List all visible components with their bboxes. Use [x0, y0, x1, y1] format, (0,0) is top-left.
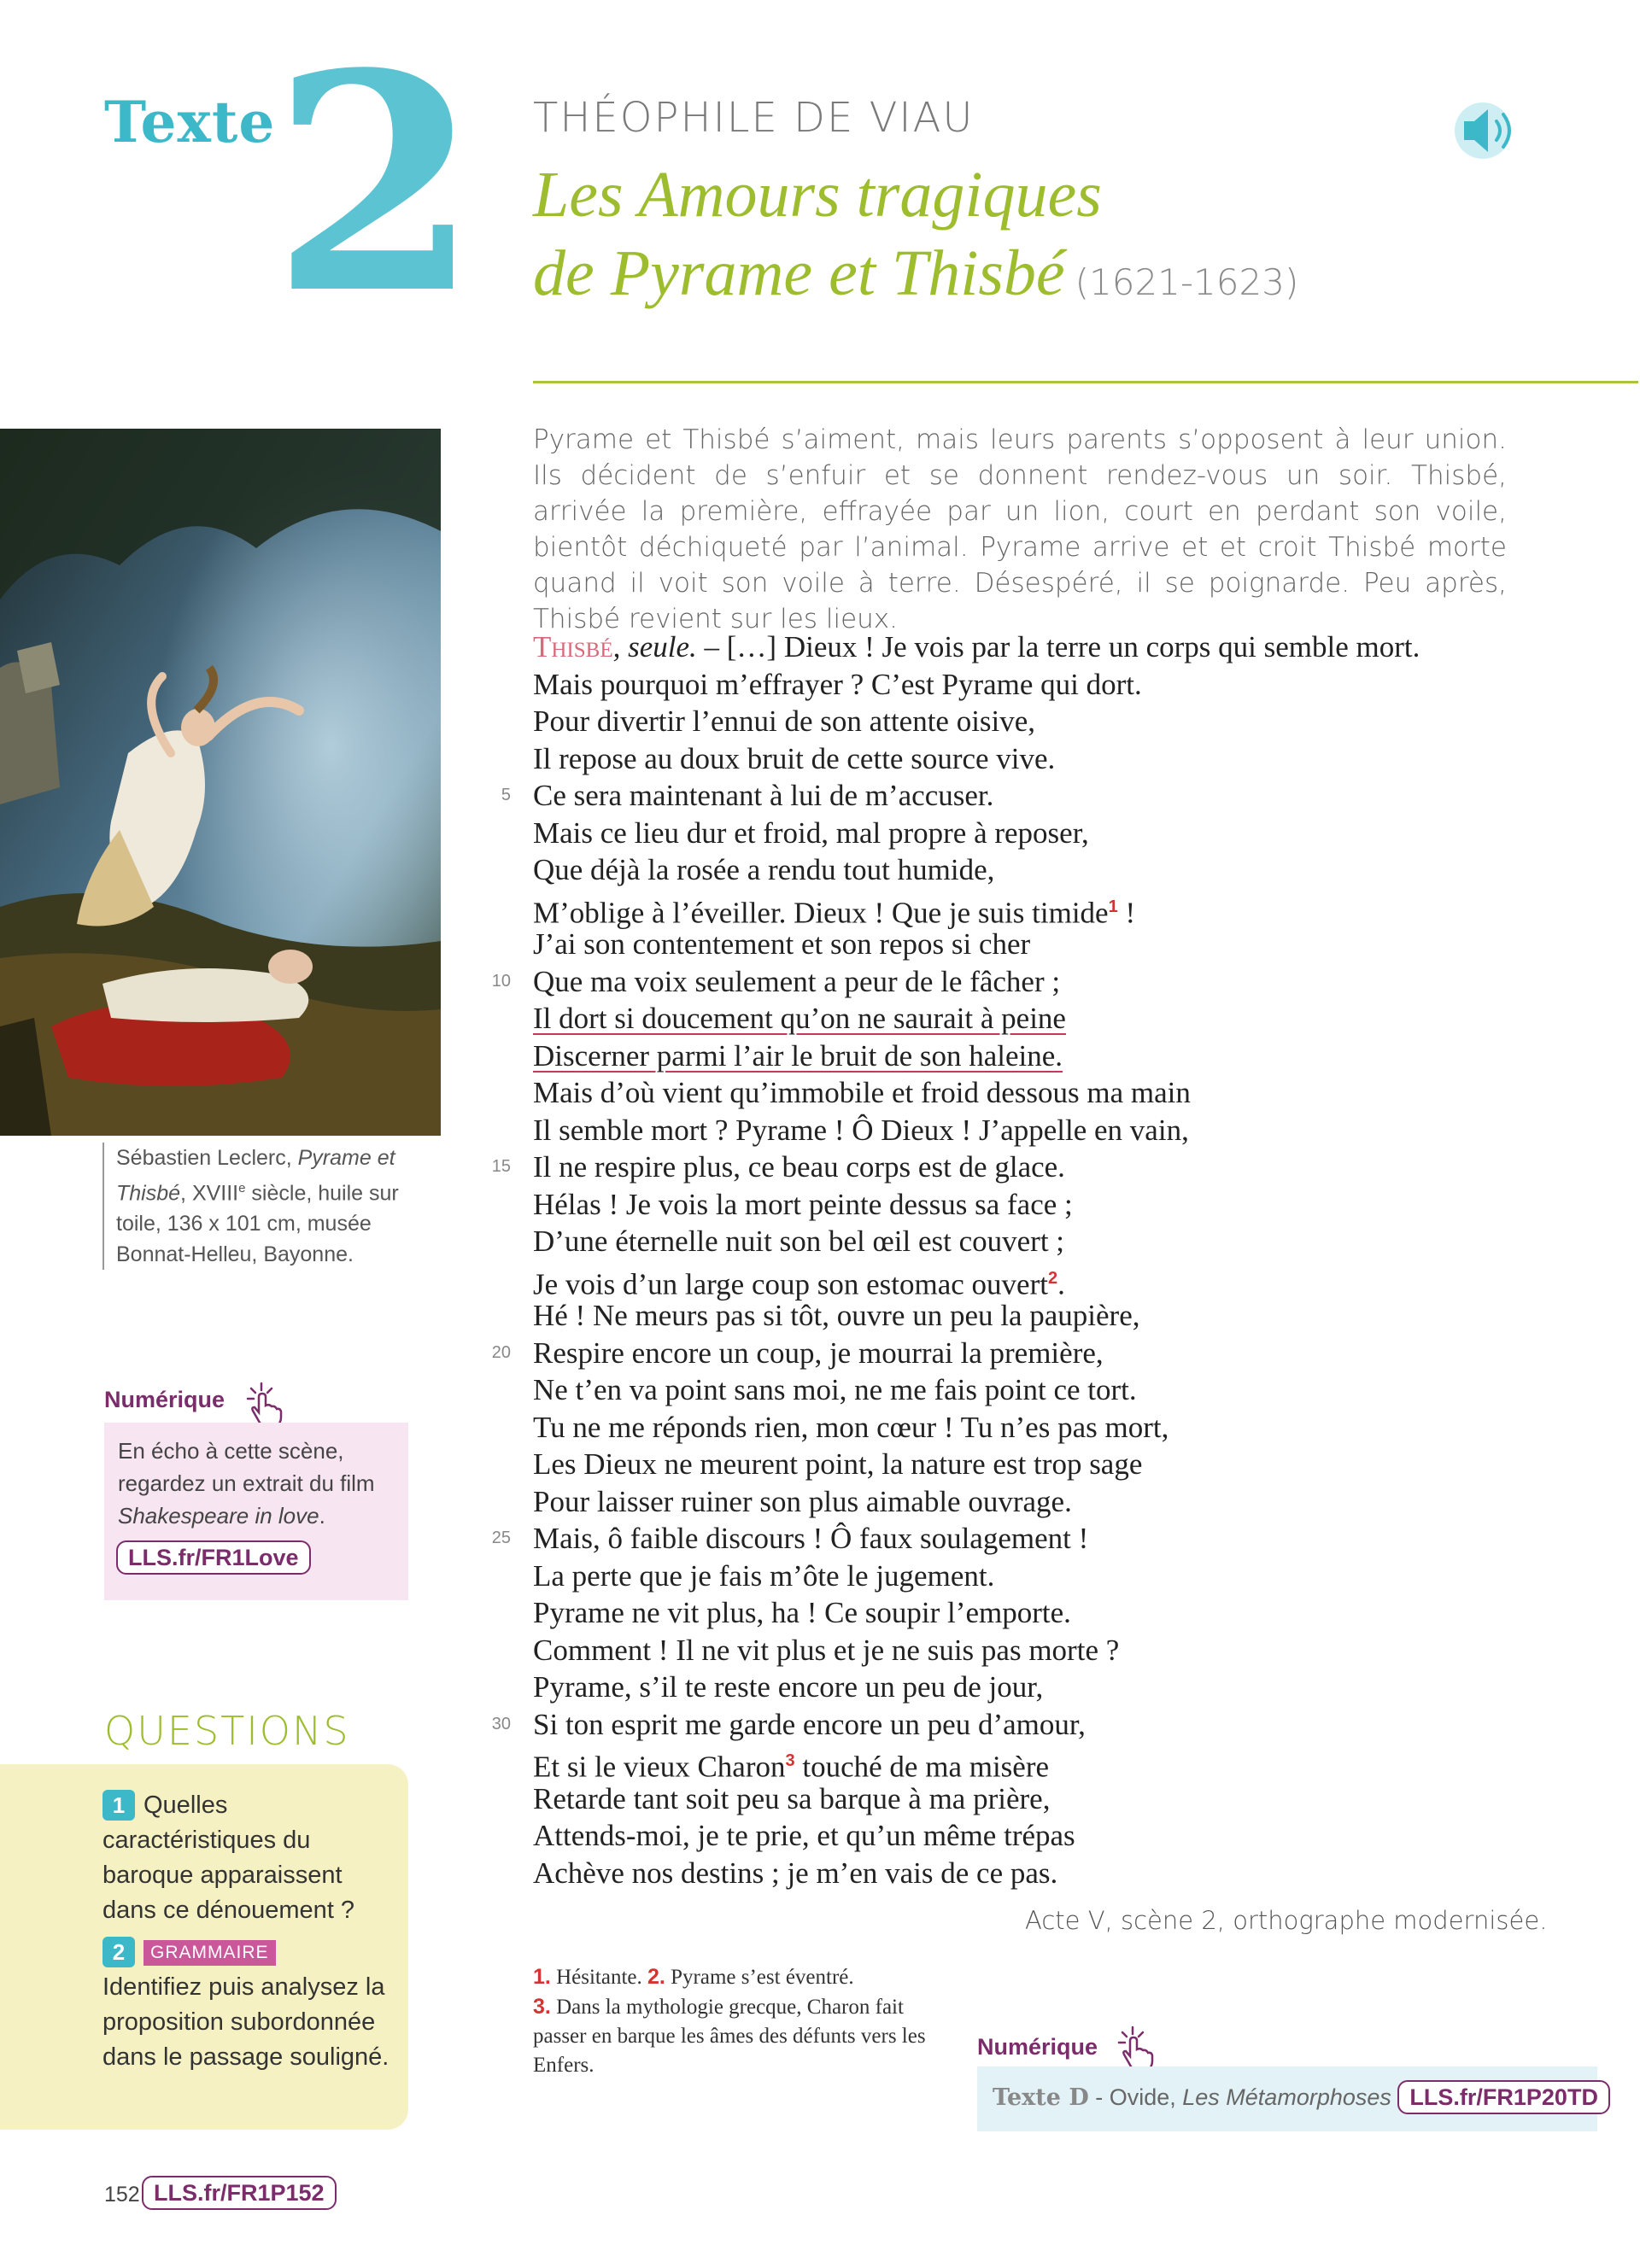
question-number: 1: [102, 1790, 135, 1821]
page-number: 152: [104, 2183, 140, 2207]
poem-line-underlined: Il dort si doucement qu’on ne saurait à peine: [533, 1002, 1066, 1035]
poem-line: Il semble mort ? Pyrame ! Ô Dieux ! J’appelle en vain,: [533, 1113, 1189, 1147]
poem-line: Hé ! Ne meurs pas si tôt, ouvre un peu la paupière,: [533, 1299, 1140, 1332]
intro-summary: Pyrame et Thisbé s’aiment, mais leurs parents s’opposent à leur union. Ils décident de s’enfuir et se donnent rendez-vous un soir. Thisbé, arrivée la première, effrayée par un lion, court en perdant son voile, bientôt déchiqueté par l’animal. Pyrame arrive et et croit Thisbé morte quand il voit son voile à terre. Désespéré, il se poignarde. Peu après, Thisbé revient sur les lieux.: [533, 424, 1507, 634]
questions-list: [102, 1788, 401, 2075]
footnote-ref[interactable]: 2: [1047, 1268, 1058, 1288]
poem-line: D’une éternelle nuit son bel œil est couvert ;: [533, 1225, 1065, 1258]
poem-line: Thisbé, seule. – […] Dieux ! Je vois par la terre un corps qui semble mort.: [533, 630, 1420, 663]
poem-line: Pour laisser ruiner son plus aimable ouvrage.: [533, 1484, 1072, 1518]
footnote-ref[interactable]: 3: [785, 1751, 795, 1770]
poem-line: 20 Respire encore un coup, je mourrai la première,: [533, 1335, 1541, 1372]
poem-line: J’ai son contentement et son repos si cher: [533, 927, 1031, 961]
numerique-label: Numérique: [104, 1387, 226, 1412]
questions-heading: QUESTIONS: [104, 1708, 350, 1754]
poem-line: Pyrame, s’il te reste encore un peu de jour,: [533, 1670, 1044, 1704]
poem-line: Mais d’où vient qu’immobile et froid dessous ma main: [533, 1076, 1191, 1109]
line-number: 20: [491, 1342, 511, 1362]
numerique-text: En écho à cette scène, regardez un extrait du film Shakespeare in love.: [118, 1438, 375, 1529]
stage-direction: , seule.: [612, 630, 697, 663]
poem-line: Tu ne me réponds rien, mon cœur ! Tu n’es pas mort,: [533, 1410, 1169, 1444]
line-number: 15: [491, 1157, 511, 1176]
question-1: 1 Quelles caractéristiques du baroque apparaissent dans ce dénouement ?: [102, 1792, 355, 1924]
speaker-name: Thisbé: [533, 630, 613, 663]
line-number: 5: [501, 786, 511, 804]
poem-line: Mais ce lieu dur et froid, mal propre à reposer,: [533, 815, 1089, 850]
poem-line: Que déjà la rosée a rendu tout humide,: [533, 853, 995, 886]
painting-caption: Sébastien Leclerc, Pyrame et Thisbé, XVIIIe siècle, huile sur toile, 136 x 101 cm, musée Bonnat-Helleu, Bayonne.: [102, 1143, 424, 1270]
poem-line: Attends-moi, je te prie, et qu’un même trépas: [533, 1819, 1075, 1852]
poem-line: Achève nos destins ; je m’en vais de ce pas.: [533, 1856, 1058, 1890]
poem-line: Mais pourquoi m’effrayer ? C’est Pyrame qui dort.: [533, 667, 1142, 701]
poem-line: 10 Que ma voix seulement a peur de le fâcher ;: [533, 963, 1541, 1001]
header-divider: [533, 381, 1638, 383]
audio-speaker-icon[interactable]: [1452, 101, 1524, 161]
footnote-ref[interactable]: 1: [1108, 897, 1118, 916]
footnotes: 1. Hésitante. 2. Pyrame s’est éventré. 3. Dans la mythologie grecque, Charon fait passer en barque les âmes des défunts vers les Enfers.: [533, 1965, 926, 2077]
poem-line: La perte que je fais m’ôte le jugement.: [533, 1558, 995, 1593]
source-reference: Acte V, scène 2, orthographe modernisée.: [1025, 1906, 1548, 1935]
grammaire-tag: GRAMMAIRE: [144, 1940, 276, 1966]
text-number: 2: [272, 8, 480, 359]
work-title-line1: Les Amours tragiques: [533, 159, 1102, 231]
numerique-text: Texte D - Ovide, Les Métamorphoses LLS.fr/FR1P20TD: [993, 2078, 1610, 2117]
page-link[interactable]: LLS.fr/FR1P152: [142, 2176, 337, 2210]
question-number: 2: [102, 1937, 135, 1967]
painting-image: [0, 429, 441, 1136]
author-name: THÉOPHILE DE VIAU: [533, 94, 975, 142]
line-number: 10: [491, 971, 511, 991]
numerique-label: Numérique: [977, 2034, 1098, 2060]
poem-line: Et si le vieux Charon$^3$ touché de ma misère: [533, 1750, 1050, 1784]
poem-line: Comment ! Il ne vit plus et je ne suis pas morte ?: [533, 1633, 1120, 1667]
poem-text: [491, 628, 1541, 1891]
poem-line: Pour divertir l’ennui de son attente oisive,: [533, 704, 1036, 738]
question-2: 2 GRAMMAIRE Identifiez puis analysez la proposition subordonnée dans le passage souligné.: [102, 1935, 401, 2075]
poem-line: Les Dieux ne meurent point, la nature est trop sage: [533, 1447, 1143, 1481]
poem-line: Ne t’en va point sans moi, ne me fais point ce tort.: [533, 1373, 1137, 1406]
poem-line: 15 Il ne respire plus, ce beau corps est de glace.: [533, 1149, 1541, 1186]
texte-d-link[interactable]: LLS.fr/FR1P20TD: [1397, 2080, 1610, 2114]
poem-line-underlined: Discerner parmi l’air le bruit de son haleine.: [533, 1038, 1063, 1073]
line-number: 25: [491, 1529, 511, 1547]
poem-line: 25 Mais, ô faible discours ! Ô faux soulagement !: [533, 1520, 1541, 1558]
poem-line: 5 Ce sera maintenant à lui de m’accuser.: [533, 777, 1541, 815]
poem-line: Il repose au doux bruit de cette source vive.: [533, 741, 1056, 775]
line-number: 30: [491, 1714, 511, 1733]
poem-line: 30 Si ton esprit me garde encore un peu d’amour,: [533, 1706, 1541, 1744]
poem-line: M’oblige à l’éveiller. Dieux ! Que je suis timide$^1$ !: [533, 896, 1136, 930]
work-title: [533, 155, 1298, 322]
work-title-line2: de Pyrame et Thisbé: [533, 237, 1065, 309]
work-dates: (1621-1623): [1075, 261, 1299, 303]
poem-line: Pyrame ne vit plus, ha ! Ce soupir l’emporte.: [533, 1596, 1071, 1629]
poem-line: Je vois d’un large coup son estomac ouvert$^2$.: [533, 1267, 1065, 1301]
poem-line: Hélas ! Je vois la mort peinte dessus sa face ;: [533, 1187, 1073, 1221]
film-link[interactable]: LLS.fr/FR1Love: [116, 1540, 311, 1575]
texte-label: Texte: [104, 89, 276, 155]
poem-line: Retarde tant soit peu sa barque à ma prière,: [533, 1781, 1051, 1815]
